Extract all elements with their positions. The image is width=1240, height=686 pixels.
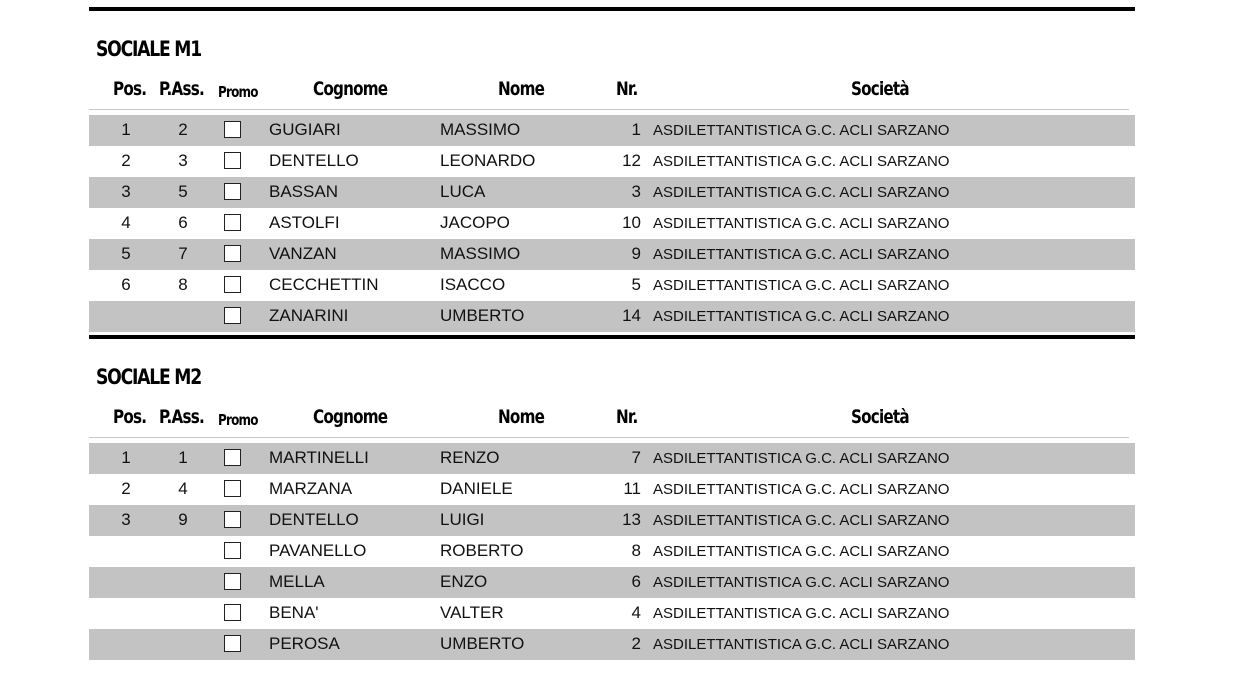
club-cell: ASDILETTANTISTICA G.C. ACLI SARZANO: [653, 215, 950, 232]
number-cell: 6: [631, 572, 641, 591]
club-cell: ASDILETTANTISTICA G.C. ACLI SARZANO: [653, 512, 950, 529]
position-cell: 1: [121, 448, 131, 467]
name-cell: ENZO: [440, 572, 488, 591]
promo-checkbox[interactable]: [224, 573, 241, 590]
previous-position-cell: 2: [178, 120, 188, 139]
number-cell: 2: [631, 634, 641, 653]
surname-cell: CECCHETTIN: [269, 275, 379, 294]
name-cell: UMBERTO: [440, 306, 525, 325]
column-header-nome: Nome: [498, 406, 545, 428]
surname-cell: ASTOLFI: [269, 213, 340, 232]
previous-position-cell: 1: [178, 448, 188, 467]
promo-checkbox[interactable]: [224, 542, 241, 559]
previous-position-cell: 8: [178, 275, 188, 294]
column-header-cognome: Cognome: [313, 78, 388, 100]
club-cell: ASDILETTANTISTICA G.C. ACLI SARZANO: [653, 450, 950, 467]
previous-position-cell: 6: [178, 213, 188, 232]
name-cell: LUIGI: [440, 510, 485, 529]
promo-checkbox[interactable]: [224, 214, 241, 231]
club-cell: ASDILETTANTISTICA G.C. ACLI SARZANO: [653, 122, 950, 139]
surname-cell: DENTELLO: [269, 510, 359, 529]
position-cell: 2: [121, 151, 131, 170]
promo-checkbox[interactable]: [224, 307, 241, 324]
column-header-societa: Società: [851, 78, 909, 100]
club-cell: ASDILETTANTISTICA G.C. ACLI SARZANO: [653, 574, 950, 591]
surname-cell: MELLA: [269, 572, 325, 591]
promo-checkbox[interactable]: [224, 480, 241, 497]
section-rule: [89, 335, 1135, 339]
surname-cell: MARTINELLI: [269, 448, 369, 467]
number-cell: 5: [631, 275, 641, 294]
table-row: [89, 301, 1135, 332]
name-cell: LEONARDO: [440, 151, 536, 170]
position-cell: 4: [121, 213, 131, 232]
name-cell: RENZO: [440, 448, 500, 467]
position-cell: 6: [121, 275, 131, 294]
promo-checkbox[interactable]: [224, 449, 241, 466]
column-header-pos: Pos.: [113, 406, 147, 428]
club-cell: ASDILETTANTISTICA G.C. ACLI SARZANO: [653, 308, 950, 325]
promo-checkbox[interactable]: [224, 121, 241, 138]
club-cell: ASDILETTANTISTICA G.C. ACLI SARZANO: [653, 481, 950, 498]
table-row: [89, 177, 1135, 208]
surname-cell: VANZAN: [269, 244, 337, 263]
header-divider: [89, 437, 1129, 438]
column-header-pass: P.Ass.: [159, 78, 204, 100]
surname-cell: BENA': [269, 603, 319, 622]
promo-checkbox[interactable]: [224, 635, 241, 652]
name-cell: MASSIMO: [440, 120, 521, 139]
category-title: SOCIALE M1: [96, 37, 201, 61]
column-header-pass: P.Ass.: [159, 406, 204, 428]
number-cell: 12: [622, 151, 641, 170]
table-row: [89, 270, 1135, 301]
position-cell: 2: [121, 479, 131, 498]
position-cell: 5: [121, 244, 131, 263]
name-cell: ISACCO: [440, 275, 506, 294]
promo-checkbox[interactable]: [224, 183, 241, 200]
table-row: [89, 474, 1135, 505]
number-cell: 1: [631, 120, 641, 139]
promo-checkbox[interactable]: [224, 245, 241, 262]
header-divider: [89, 109, 1129, 110]
previous-position-cell: 3: [178, 151, 188, 170]
club-cell: ASDILETTANTISTICA G.C. ACLI SARZANO: [653, 277, 950, 294]
position-cell: 3: [121, 510, 131, 529]
table-row: [89, 208, 1135, 239]
number-cell: 4: [631, 603, 641, 622]
table-row: [89, 505, 1135, 536]
position-cell: 1: [121, 120, 131, 139]
promo-checkbox[interactable]: [224, 152, 241, 169]
name-cell: VALTER: [440, 603, 504, 622]
table-row: [89, 146, 1135, 177]
surname-cell: DENTELLO: [269, 151, 359, 170]
name-cell: UMBERTO: [440, 634, 525, 653]
previous-position-cell: 7: [178, 244, 188, 263]
table-row: [89, 629, 1135, 660]
number-cell: 9: [631, 244, 641, 263]
table-row: [89, 598, 1135, 629]
column-header-nr: Nr.: [616, 78, 638, 100]
name-cell: JACOPO: [440, 213, 510, 232]
category-title: SOCIALE M2: [96, 365, 201, 389]
name-cell: ROBERTO: [440, 541, 524, 560]
column-header-societa: Società: [851, 406, 909, 428]
number-cell: 14: [622, 306, 641, 325]
position-cell: 3: [121, 182, 131, 201]
number-cell: 8: [631, 541, 641, 560]
surname-cell: BASSAN: [269, 182, 338, 201]
number-cell: 3: [631, 182, 641, 201]
table-row: [89, 536, 1135, 567]
table-row: [89, 115, 1135, 146]
table-row: [89, 567, 1135, 598]
surname-cell: ZANARINI: [269, 306, 349, 325]
table-row: [89, 239, 1135, 270]
name-cell: DANIELE: [440, 479, 513, 498]
club-cell: ASDILETTANTISTICA G.C. ACLI SARZANO: [653, 636, 950, 653]
name-cell: LUCA: [440, 182, 486, 201]
number-cell: 7: [631, 448, 641, 467]
number-cell: 11: [623, 479, 641, 498]
club-cell: ASDILETTANTISTICA G.C. ACLI SARZANO: [653, 246, 950, 263]
surname-cell: MARZANA: [269, 479, 353, 498]
previous-position-cell: 5: [178, 182, 188, 201]
surname-cell: PEROSA: [269, 634, 340, 653]
column-header-pos: Pos.: [113, 78, 147, 100]
name-cell: MASSIMO: [440, 244, 521, 263]
column-header-nome: Nome: [498, 78, 545, 100]
club-cell: ASDILETTANTISTICA G.C. ACLI SARZANO: [653, 543, 950, 560]
column-header-nr: Nr.: [616, 406, 638, 428]
surname-cell: GUGIARI: [269, 120, 341, 139]
previous-position-cell: 9: [178, 510, 188, 529]
club-cell: ASDILETTANTISTICA G.C. ACLI SARZANO: [653, 153, 950, 170]
surname-cell: PAVANELLO: [269, 541, 367, 560]
number-cell: 10: [622, 213, 641, 232]
column-header-cognome: Cognome: [313, 406, 388, 428]
club-cell: ASDILETTANTISTICA G.C. ACLI SARZANO: [653, 605, 950, 622]
promo-checkbox[interactable]: [224, 604, 241, 621]
promo-checkbox[interactable]: [224, 511, 241, 528]
number-cell: 13: [622, 510, 641, 529]
previous-position-cell: 4: [178, 479, 188, 498]
table-row: [89, 443, 1135, 474]
column-header-promo: Promo: [218, 411, 258, 429]
column-header-promo: Promo: [218, 83, 258, 101]
club-cell: ASDILETTANTISTICA G.C. ACLI SARZANO: [653, 184, 950, 201]
promo-checkbox[interactable]: [224, 276, 241, 293]
section-rule: [89, 7, 1135, 11]
